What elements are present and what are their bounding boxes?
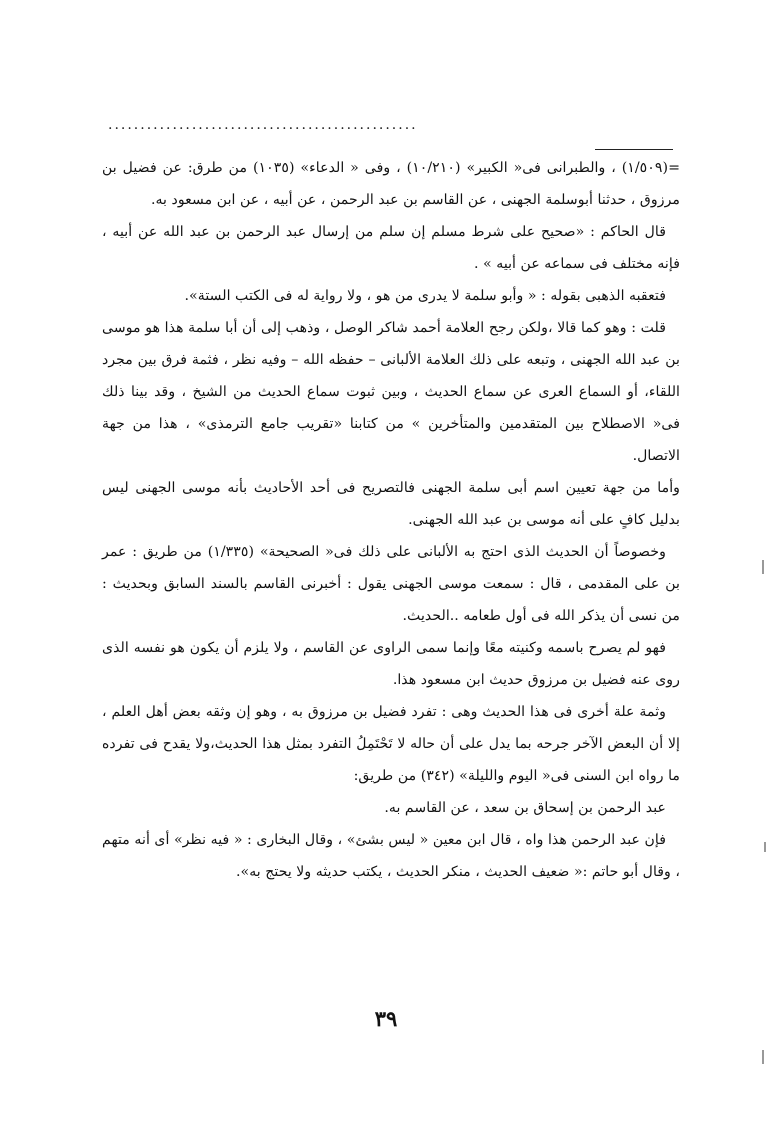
footnote-paragraph-identity: وأما من جهة تعيين اسم أبى سلمة الجهنى فالتصريح فى أحد الأحاديث بأنه موسى الجهنى ليس بدليل كافٍ على أنه موسى بن عبد الله الجهنى. — [102, 480, 680, 528]
footnote-paragraph-albani: وخصوصاً أن الحديث الذى احتج به الألبانى على ذلك فى« الصحيحة» (١/٣٣٥) من طريق : عمر بن على المقدمى ، قال : سمعت موسى الجهنى يقول : أخبرنى القاسم بالسند السابق وبحديث : من نسى أن يذكر الله فى أول طعامه ..الحديث. — [102, 544, 680, 624]
footnote-paragraph-dhahabi: فتعقبه الذهبى بقوله : « وأبو سلمة لا يدرى من هو ، ولا رواية له فى الكتب الستة». — [184, 288, 666, 304]
footnote-paragraph-weak: فإن عبد الرحمن هذا واه ، قال ابن معين « ليس بشئ» ، وقال البخارى : « فيه نظر» أى أنه متهم ، وقال أبو حاتم :« ضعيف الحديث ، منكر الحديث ، يكتب حديثه ولا يحتج به». — [102, 832, 680, 880]
footnote-paragraph-sources: =(١/٥٠٩) ، والطبرانى فى« الكبير» (١٠/٢١٠) ، وفى « الدعاء» (١٠٣٥) من طرق: عن فضيل بن مرزوق ، حدثنا أبوسلمة الجهنى ، عن القاسم بن عبد الرحمن ، عن أبيه ، عن ابن مسعود به. — [102, 160, 680, 208]
footnote-paragraph-name: فهو لم يصرح باسمه وكنيته معًا وإنما سمى الراوى عن القاسم ، ولا يلزم أن يكون هو نفسه الذى روى عنه فضيل بن مرزوق حديث ابن مسعود هذا. — [102, 640, 680, 688]
page-number: ٣٩ — [374, 1006, 398, 1031]
footnote-paragraph-hakim: قال الحاكم : «صحيح على شرط مسلم إن سلم من إرسال عبد الرحمن بن عبد الله عن أبيه ، فإنه مختلف فى سماعه عن أبيه » . — [102, 224, 680, 272]
footnote-paragraph-chain: عبد الرحمن بن إسحاق بن سعد ، عن القاسم به. — [384, 800, 666, 816]
scan-speck — [762, 560, 764, 574]
footnote-paragraph-comment: قلت : وهو كما قالا ،ولكن رجح العلامة أحمد شاكر الوصل ، وذهب إلى أن أبا سلمة هذا هو موسى بن عبد الله الجهنى ، وتبعه على ذلك العلامة الألبانى – حفظه الله – وفيه نظر ، فثمة فرق بين مجرد اللقاء، أو السماع العرى عن سماع الحديث ، وبين ثبوت سماع الحديث من الشيخ ، وقد بينا ذلك فى« الاصطلاح بين المتقدمين والمتأخرين » من كتابنا «تقريب جامع الترمذى» ، هذا من جهة الاتصال. — [102, 320, 680, 464]
scan-speck — [762, 1050, 764, 1064]
footnote-text — [102, 152, 680, 888]
separator-dots: ................................................ — [108, 118, 418, 132]
footnote-paragraph-defect: وثمة علة أخرى فى هذا الحديث وهى : تفرد فضيل بن مرزوق به ، وهو إن وثقه بعض أهل العلم ، إلا أن البعض الآخر جرحه بما يدل على أن حاله لا تَحْتَمِلُ التفرد بمثل هذا الحديث،ولا يقدح فى تفرده ما رواه ابن السنى فى« اليوم والليلة» (٣٤٢) من طريق: — [102, 704, 680, 784]
footnote-rule — [595, 149, 673, 150]
scan-speck — [764, 842, 766, 852]
